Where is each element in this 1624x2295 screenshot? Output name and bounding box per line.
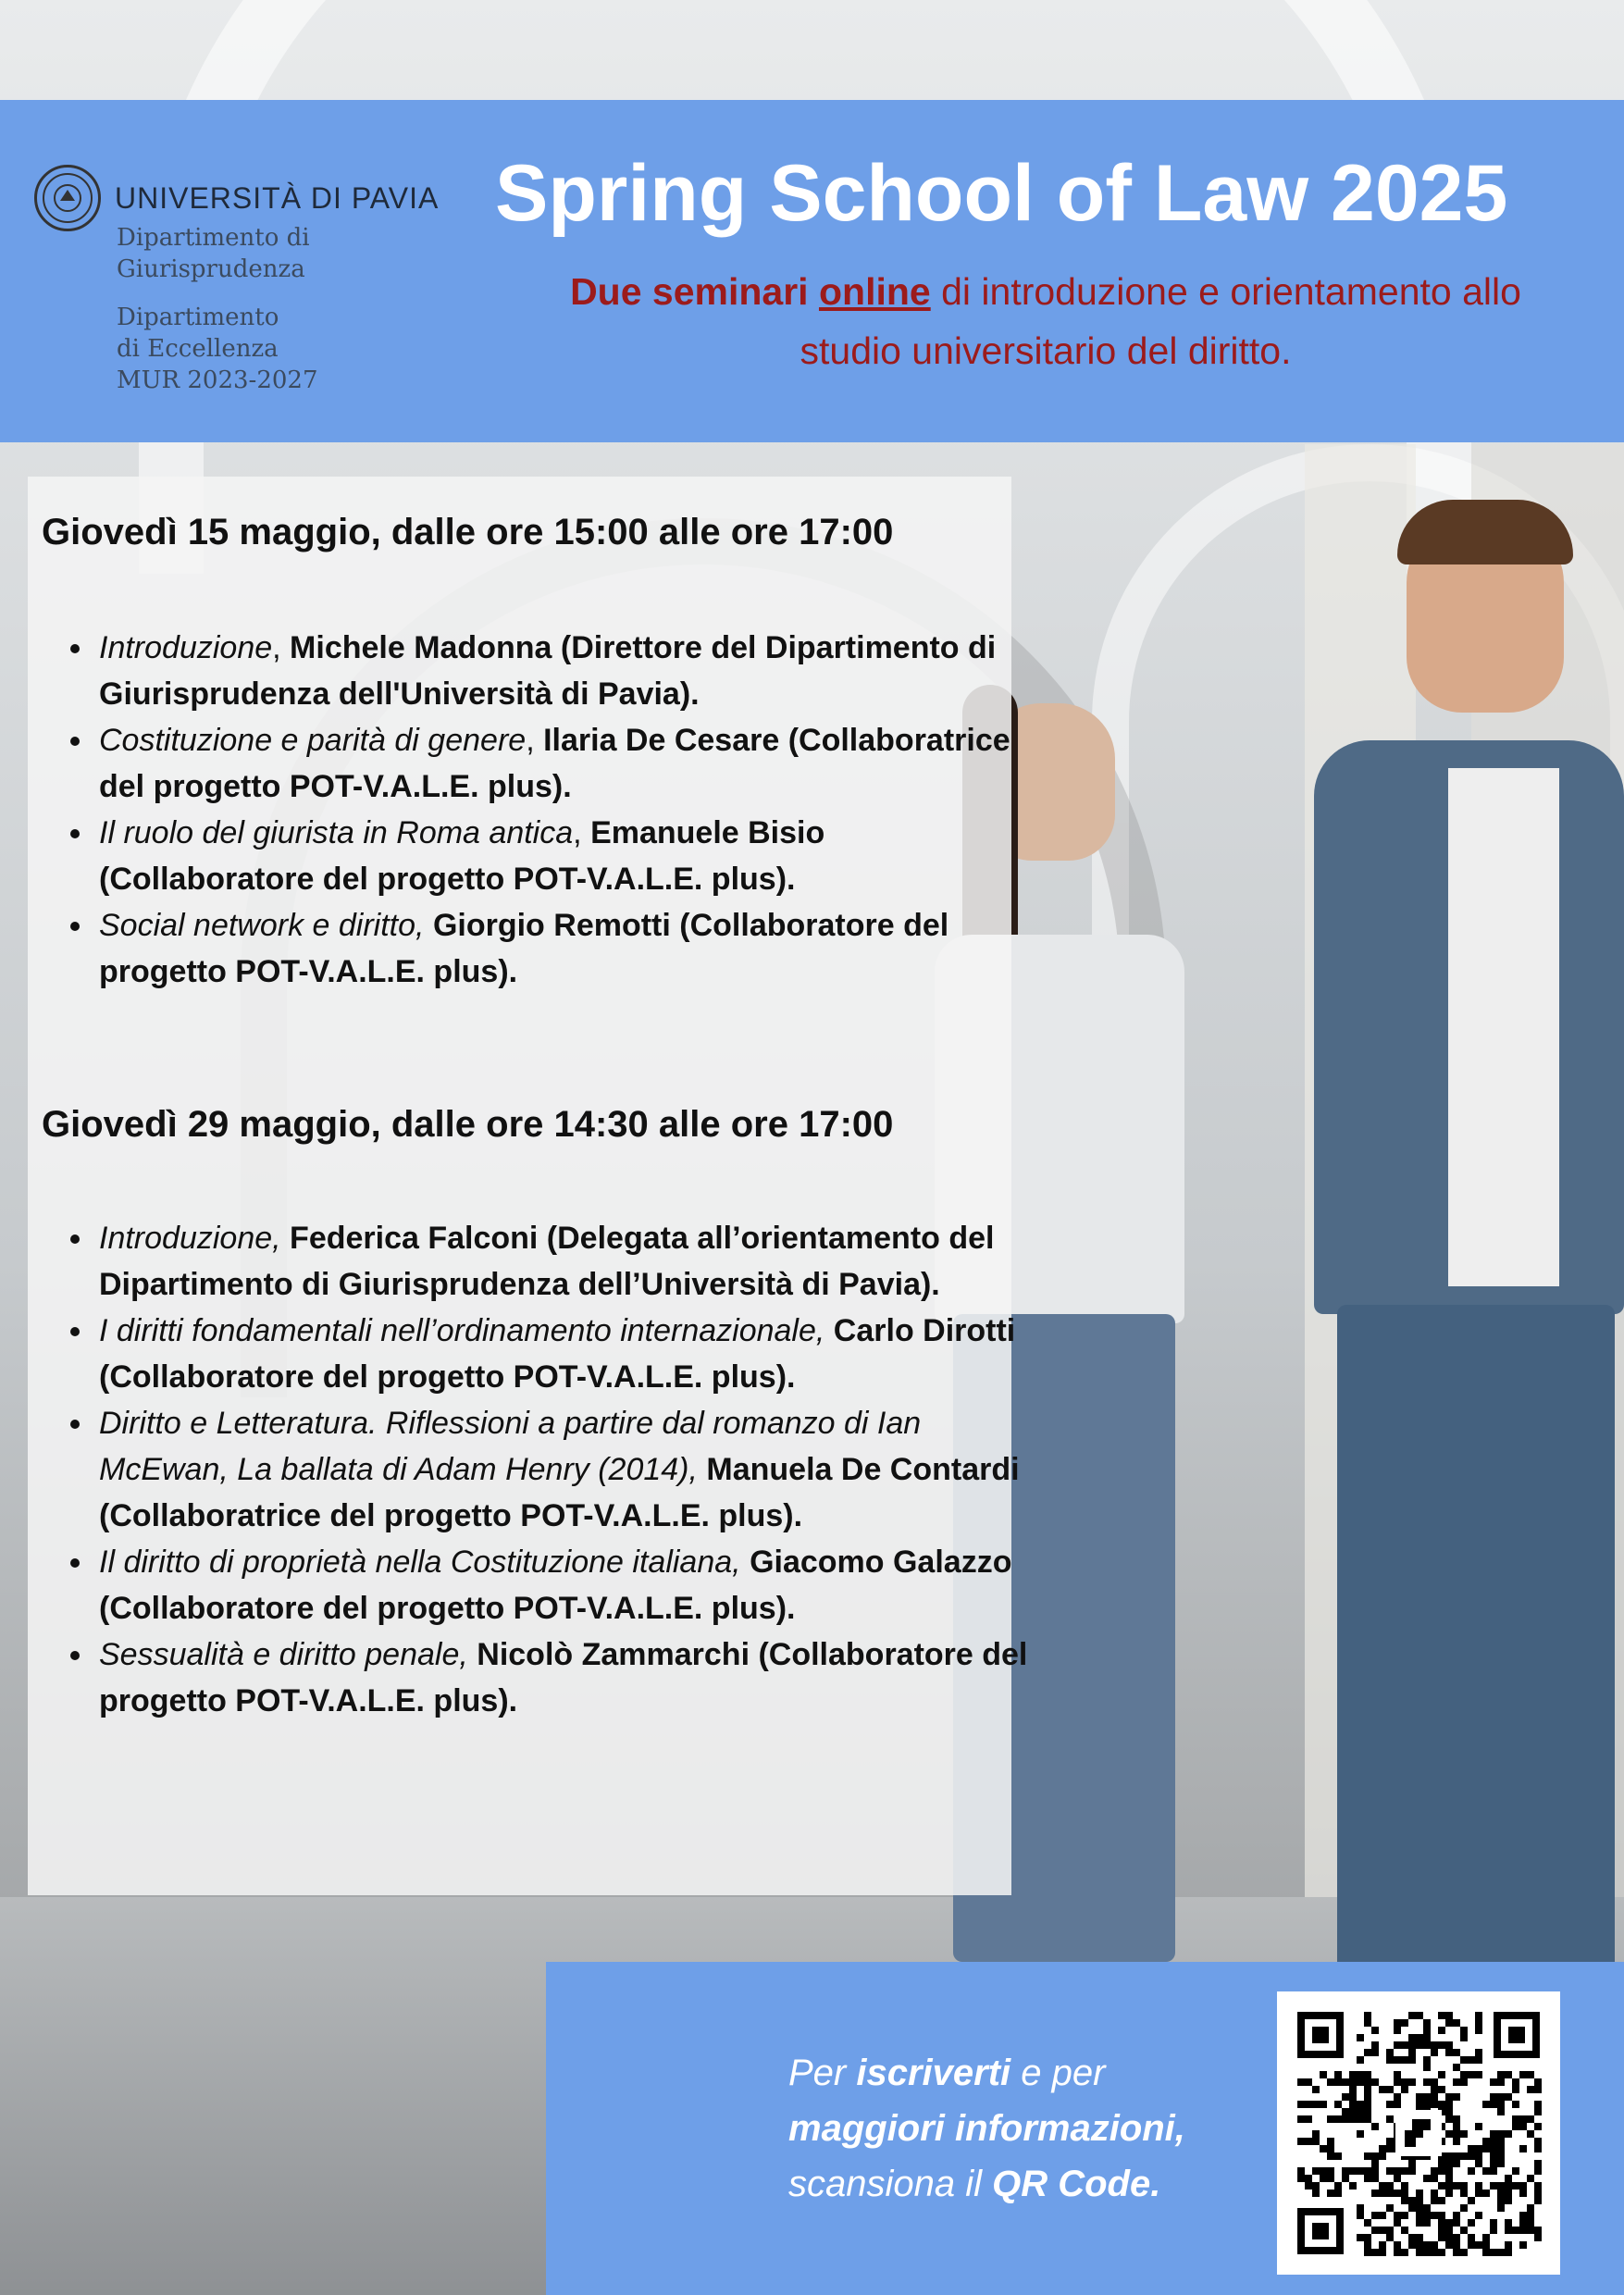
student-man: [1286, 490, 1624, 1971]
talk-item: Social network e diritto, Giorgio Remotti (Collaboratore del progetto POT-V.A.L.E. plus).: [99, 902, 1034, 995]
subtitle-line-2: studio universitario del diritto.: [800, 329, 1292, 372]
excellence-line-1: Dipartimento: [117, 304, 279, 331]
session-2-heading: Giovedì 29 maggio, dalle ore 14:30 alle ore 17:00: [42, 1104, 894, 1145]
session-1-talks: [69, 625, 1034, 995]
talk-item: Introduzione, Federica Falconi (Delegata all’orientamento del Dipartimento di Giurisprudenza dell’Università di Pavia).: [99, 1215, 1034, 1308]
subtitle-bold: Due seminari: [570, 270, 809, 313]
session-1-heading: Giovedì 15 maggio, dalle ore 15:00 alle ore 17:00: [42, 512, 894, 552]
excellence-line-2: di Eccellenza: [117, 335, 279, 363]
university-seal-icon: [34, 165, 101, 231]
subtitle-online: online: [818, 270, 931, 313]
subtitle-rest: di introduzione e orientamento allo: [941, 270, 1521, 313]
qr-code-icon[interactable]: [1277, 1991, 1560, 2275]
department-line-2: Giurisprudenza: [117, 255, 305, 283]
university-name: UNIVERSITÀ DI PAVIA: [115, 181, 440, 215]
department-line-1: Dipartimento di: [117, 224, 310, 252]
talk-item: Sessualità e diritto penale, Nicolò Zammarchi (Collaboratore del progetto POT-V.A.L.E. plus).: [99, 1631, 1034, 1724]
excellence-line-3: MUR 2023-2027: [117, 366, 318, 394]
talk-item: Diritto e Letteratura. Riflessioni a partire dal romanzo di Ian McEwan, La ballata di Adam Henry (2014), Manuela De Contardi (Collaboratrice del progetto POT-V.A.L.E. plus).: [99, 1400, 1034, 1539]
talk-item: I diritti fondamentali nell’ordinamento internazionale, Carlo Dirotti (Collaboratore del progetto POT-V.A.L.E. plus).: [99, 1308, 1034, 1400]
talk-item: Il ruolo del giurista in Roma antica, Emanuele Bisio (Collaboratore del progetto POT-V.A.L.E. plus).: [99, 810, 1034, 902]
talk-item: Il diritto di proprietà nella Costituzione italiana, Giacomo Galazzo (Collaboratore del progetto POT-V.A.L.E. plus).: [99, 1539, 1034, 1631]
registration-box: [546, 1962, 1624, 2295]
registration-text: Per iscriverti e per maggiori informazioni, scansiona il QR Code.: [788, 2053, 1185, 2204]
programme-panel: [28, 477, 1028, 1895]
page-subtitle: [481, 262, 1610, 380]
session-2-talks: [69, 1215, 1034, 1724]
talk-item: Costituzione e parità di genere, Ilaria De Cesare (Collaboratrice del progetto POT-V.A.L.E. plus).: [99, 717, 1034, 810]
talk-item: Introduzione, Michele Madonna (Direttore del Dipartimento di Giurisprudenza dell'Università di Pavia).: [99, 625, 1034, 717]
page-title: Spring School of Law 2025: [495, 149, 1508, 238]
